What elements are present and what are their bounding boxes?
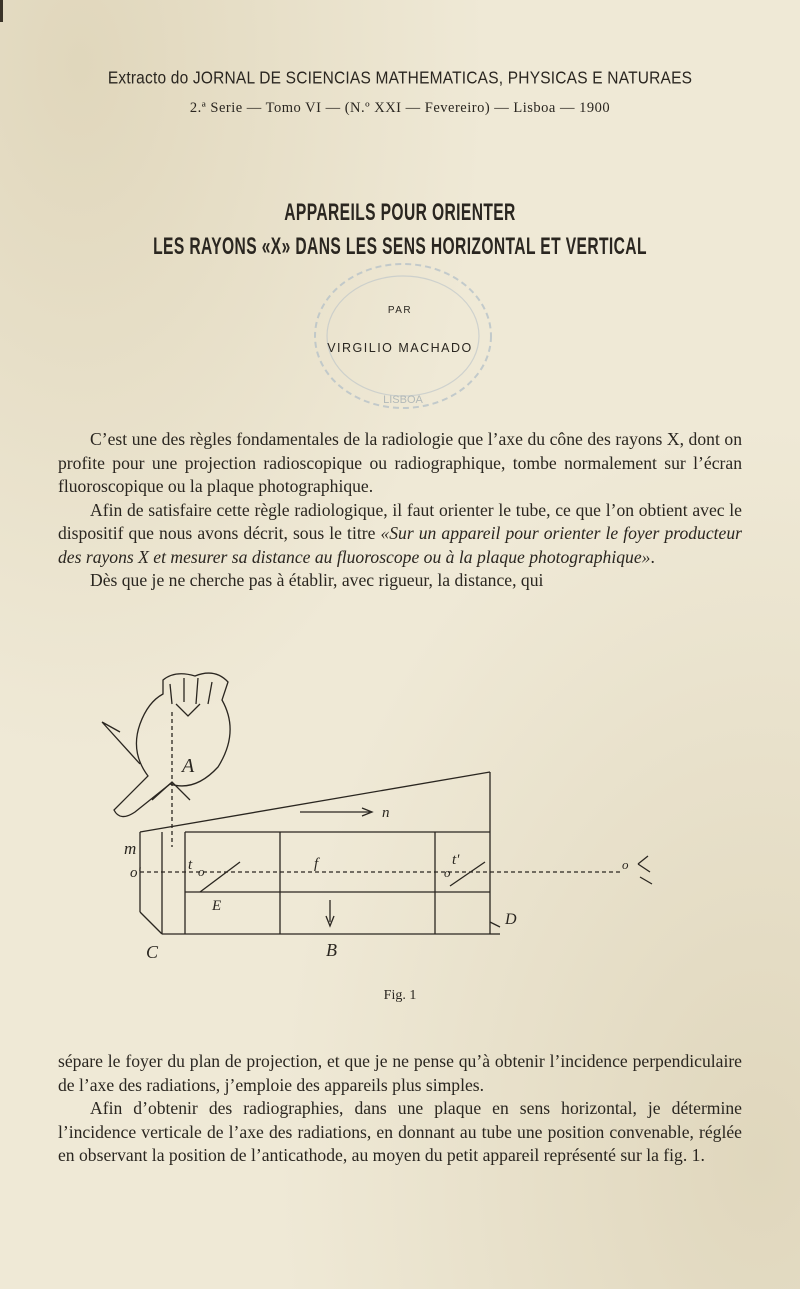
label-B: B — [326, 940, 337, 960]
body-text-top — [58, 428, 742, 593]
byline-par: PAR — [387, 305, 413, 316]
paragraph-2 — [58, 499, 742, 570]
label-E: E — [212, 898, 222, 914]
mirror-line — [200, 862, 240, 892]
tube-electrodes — [170, 678, 212, 704]
page-edge — [0, 0, 3, 22]
label-o-far: o — [622, 857, 629, 872]
paragraph-1: C’est une des règles fondamentales de la radiologie que l’axe du cône des rayons X, dont on profite pour une projection radioscopique ou radiographique, tombe normalement sur l’écran fluoroscopique ou la plaque photographique. — [58, 429, 742, 496]
paragraph-2-title: «Sur un appareil pour orienter le foyer producteur des rayons X et mesurer sa distance au fluoroscope ou à la plaque photographique» — [58, 523, 742, 567]
label-C: C — [146, 942, 159, 962]
label-t-prime: t' — [452, 852, 460, 868]
label-n: n — [382, 805, 390, 821]
label-m: m — [124, 839, 137, 858]
label-t: t — [188, 857, 193, 873]
tube-stem — [102, 722, 140, 764]
figure-1-diagram — [100, 672, 740, 967]
label-f: f — [314, 856, 319, 872]
box-top-edge — [140, 772, 490, 832]
label-A: A — [182, 755, 195, 777]
label-D: D — [505, 911, 517, 928]
paragraph-3: Dès que je ne cherche pas à établir, avec rigueur, la distance, qui — [90, 570, 544, 590]
library-stamp — [308, 258, 498, 413]
paragraph-2-end: . — [650, 546, 655, 567]
anticathode — [176, 704, 200, 716]
box-bottom-left — [140, 912, 162, 934]
label-o-small: o — [198, 864, 205, 879]
body-text-bottom — [58, 1050, 742, 1168]
label-o-prime-left: o' — [130, 865, 141, 881]
author-name: VIRGILIO MACHADO — [327, 341, 473, 355]
paragraph-2-start: Afin de satisfaire cette règle radiologique, il faut orienter le tube, ce que l’on obtient avec le dispositif que nous avons décrit, sous le titre — [58, 499, 742, 543]
paragraph-4: sépare le foyer du plan de projection, et que je ne pense qu’à obtenir l’incidence perpendiculaire de l’axe des radiations, j’emploie des appareils plus simples. — [58, 1051, 742, 1095]
paragraph-5: Afin d’obtenir des radiographies, dans une plaque en sens horizontal, je détermine l’incidence verticale de l’axe des radiations, en donnant au tube une position convenable, réglée en observant la position de l’anticathode, au moyen du petit appareil représenté sur la fig. 1. — [58, 1098, 742, 1165]
title-line-2: LES RAYONS «X» DANS LES SENS HORIZONTAL ET VERTICAL — [153, 233, 647, 261]
eye-symbol — [638, 856, 652, 884]
tube-bulb — [114, 673, 230, 816]
issue-line: 2.ª Serie — Tomo VI — (N.º XXI — Fevereiro) — Lisboa — 1900 — [189, 100, 611, 116]
journal-header: Extracto do JORNAL DE SCIENCIAS MATHEMATICAS, PHYSICAS E NATURAES — [107, 68, 693, 89]
figure-caption: Fig. 1 — [383, 988, 417, 1003]
label-o-right: o — [444, 865, 451, 880]
title-line-1: APPAREILS POUR ORIENTER — [284, 199, 516, 227]
stamp-text: LISBOA — [383, 394, 423, 406]
D-pointer — [490, 922, 500, 927]
